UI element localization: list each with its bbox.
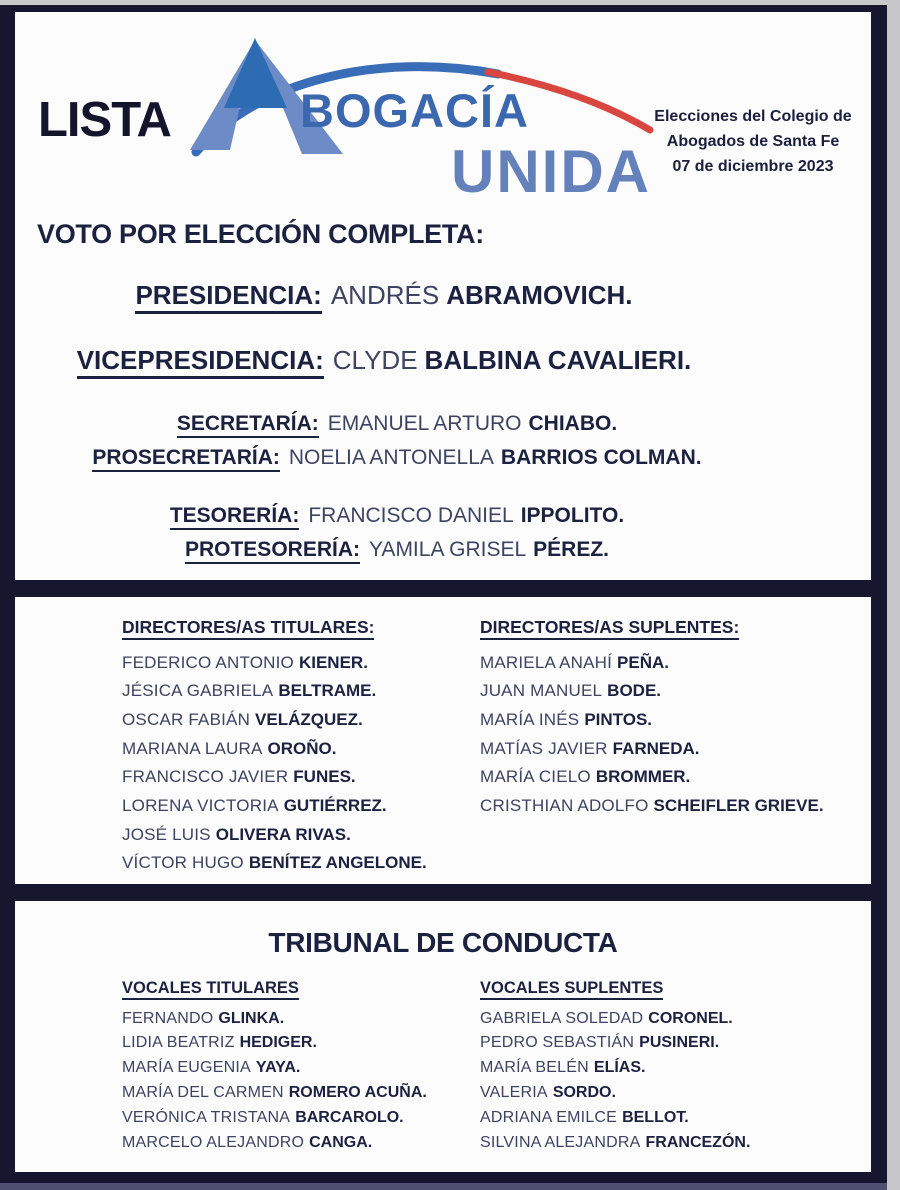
candidate-first-name: JÉSICA GABRIELA [122, 681, 274, 701]
candidate-first-name: MARÍA EUGENIA [122, 1059, 251, 1077]
list-item [122, 735, 427, 764]
list-item [122, 849, 427, 878]
candidate-last-name: PEÑA. [617, 652, 670, 672]
list-item [122, 792, 427, 821]
logo-word-bottom: UNIDA [451, 138, 651, 200]
candidate-last-name: CORONEL. [648, 1009, 733, 1027]
list-item [122, 821, 427, 850]
list-item [122, 1081, 427, 1106]
list-item [122, 1031, 427, 1056]
office-tesoreria [15, 504, 871, 528]
candidate-first-name: YAMILA GRISEL [368, 538, 527, 561]
vocales-suplentes-header: VOCALES SUPLENTES [480, 980, 663, 1000]
photo-edge-top [0, 0, 900, 5]
candidate-last-name: VELÁZQUEZ. [255, 709, 363, 729]
photo-edge-bottom [0, 1183, 900, 1190]
candidate-last-name: GLINKA. [218, 1009, 285, 1027]
candidate-last-name: BODE. [607, 681, 662, 701]
office-vicepresidencia [15, 345, 871, 376]
candidate-first-name: PEDRO SEBASTIÁN [480, 1034, 635, 1052]
office-label: PROTESORERÍA: [185, 538, 360, 564]
candidate-first-name: GABRIELA SOLEDAD [480, 1009, 644, 1027]
list-item [122, 677, 427, 706]
candidate-first-name: MARCELO ALEJANDRO [122, 1134, 305, 1152]
candidate-last-name: KIENER. [298, 652, 368, 672]
logo-word-top: BOGACÍA [300, 84, 529, 137]
candidate-first-name: CLYDE [332, 345, 418, 375]
vocales-suplentes-column [480, 980, 750, 1156]
office-prosecretaria [15, 446, 871, 470]
tribunal-title: TRIBUNAL DE CONDUCTA [268, 927, 618, 958]
candidate-first-name: MARIANA LAURA [122, 738, 263, 758]
candidate-first-name: ANDRÉS [330, 280, 440, 310]
directores-titulares-column [122, 619, 427, 878]
ballot-heading: VOTO POR ELECCIÓN COMPLETA: [37, 219, 484, 249]
candidate-last-name: BALBINA CAVALIERI. [424, 345, 692, 375]
tribunal-panel [15, 901, 871, 1172]
list-item [480, 1081, 750, 1106]
candidate-last-name: HEDIGER. [239, 1034, 317, 1052]
list-item [480, 1056, 750, 1081]
list-item [122, 706, 427, 735]
abogacia-unida-logo [188, 32, 665, 200]
candidate-last-name: ELÍAS. [593, 1059, 646, 1077]
candidate-first-name: MARÍA DEL CARMEN [122, 1084, 284, 1102]
candidate-last-name: SORDO. [552, 1084, 616, 1102]
election-info-line1: Elecciones del Colegio de [654, 108, 852, 125]
candidate-last-name: IPPOLITO. [520, 504, 625, 527]
list-item [122, 649, 427, 678]
candidate-last-name: FARNEDA. [612, 738, 700, 758]
candidate-first-name: SILVINA ALEJANDRA [480, 1134, 641, 1152]
office-label: TESORERÍA: [170, 504, 300, 530]
candidate-first-name: FRANCISCO JAVIER [122, 767, 289, 787]
office-secretaria [15, 412, 871, 436]
candidate-last-name: BENÍTEZ ANGELONE. [248, 853, 427, 873]
election-info-line3: 07 de diciembre 2023 [672, 158, 834, 175]
list-item [122, 1056, 427, 1081]
directors-panel [15, 597, 871, 884]
candidate-last-name: GUTIÉRREZ. [283, 796, 387, 816]
candidate-first-name: JUAN MANUEL [480, 681, 603, 701]
logo-graphic [188, 32, 665, 200]
list-item [480, 735, 824, 764]
candidate-last-name: PINTOS. [584, 709, 653, 729]
candidate-last-name: PÉREZ. [533, 538, 610, 561]
photo-edge-right [887, 0, 900, 1190]
candidate-first-name: MATÍAS JAVIER [480, 738, 608, 758]
candidate-last-name: FUNES. [293, 767, 356, 787]
candidate-first-name: OSCAR FABIÁN [122, 709, 251, 729]
list-item [122, 1106, 427, 1131]
candidate-first-name: VÍCTOR HUGO [122, 853, 244, 873]
candidate-last-name: FRANCEZÓN. [645, 1134, 751, 1152]
lista-label: LISTA [38, 93, 171, 147]
list-item [122, 763, 427, 792]
office-label: PROSECRETARÍA: [92, 446, 279, 472]
list-item [122, 1007, 427, 1032]
candidate-first-name: FERNANDO [122, 1009, 214, 1027]
list-item [480, 649, 824, 678]
office-label: SECRETARÍA: [177, 412, 319, 438]
candidate-first-name: EMANUEL ARTURO [327, 412, 522, 435]
office-label: VICEPRESIDENCIA: [77, 345, 324, 379]
election-info [643, 104, 863, 179]
candidate-last-name: ROMERO ACUÑA. [288, 1084, 427, 1102]
vocales-titulares-header: VOCALES TITULARES [122, 980, 299, 1000]
list-item [480, 706, 824, 735]
candidate-last-name: YAYA. [255, 1059, 301, 1077]
candidate-first-name: MARÍA CIELO [480, 767, 591, 787]
candidate-last-name: OROÑO. [267, 738, 337, 758]
candidate-first-name: LORENA VICTORIA [122, 796, 279, 816]
office-presidencia [15, 280, 871, 311]
candidate-last-name: BARRIOS COLMAN. [500, 446, 702, 469]
list-item [480, 1106, 750, 1131]
directores-titulares-header: DIRECTORES/AS TITULARES: [122, 619, 374, 640]
candidate-last-name: BROMMER. [595, 767, 691, 787]
list-item [480, 1007, 750, 1032]
candidate-last-name: OLIVERA RIVAS. [215, 824, 351, 844]
candidate-first-name: NOELIA ANTONELLA [288, 446, 494, 469]
candidate-last-name: CHIABO. [528, 412, 618, 435]
candidate-first-name: VALERIA [480, 1084, 548, 1102]
election-info-line2: Abogados de Santa Fe [666, 133, 840, 150]
candidate-first-name: CRISTHIAN ADOLFO [480, 796, 649, 816]
list-item [480, 763, 824, 792]
ballot-panel [15, 12, 871, 580]
candidate-first-name: LIDIA BEATRIZ [122, 1034, 235, 1052]
list-item [480, 677, 824, 706]
candidate-last-name: CANGA. [309, 1134, 373, 1152]
list-item [480, 1031, 750, 1056]
list-item [122, 1131, 427, 1156]
candidate-first-name: FRANCISCO DANIEL [308, 504, 514, 527]
directores-suplentes-header: DIRECTORES/AS SUPLENTES: [480, 619, 739, 640]
candidate-last-name: BARCAROLO. [295, 1109, 404, 1127]
candidate-last-name: PUSINERI. [639, 1034, 720, 1052]
office-label: PRESIDENCIA: [135, 280, 321, 314]
list-item [480, 792, 824, 821]
candidate-first-name: VERÓNICA TRISTANA [122, 1109, 291, 1127]
list-item [480, 1131, 750, 1156]
candidate-first-name: JOSÉ LUIS [122, 824, 211, 844]
candidate-last-name: BELTRAME. [278, 681, 377, 701]
candidate-first-name: MARIELA ANAHÍ [480, 652, 613, 672]
candidate-first-name: ADRIANA EMILCE [480, 1109, 618, 1127]
candidate-first-name: FEDERICO ANTONIO [122, 652, 294, 672]
candidate-first-name: MARÍA BELÉN [480, 1059, 589, 1077]
directores-suplentes-column [480, 619, 824, 821]
vocales-titulares-column [122, 980, 427, 1156]
office-protesoreria [15, 538, 871, 562]
candidate-last-name: SCHEIFLER GRIEVE. [653, 796, 824, 816]
candidate-last-name: BELLOT. [622, 1109, 689, 1127]
candidate-first-name: MARÍA INÉS [480, 709, 580, 729]
candidate-last-name: ABRAMOVICH. [446, 280, 633, 310]
